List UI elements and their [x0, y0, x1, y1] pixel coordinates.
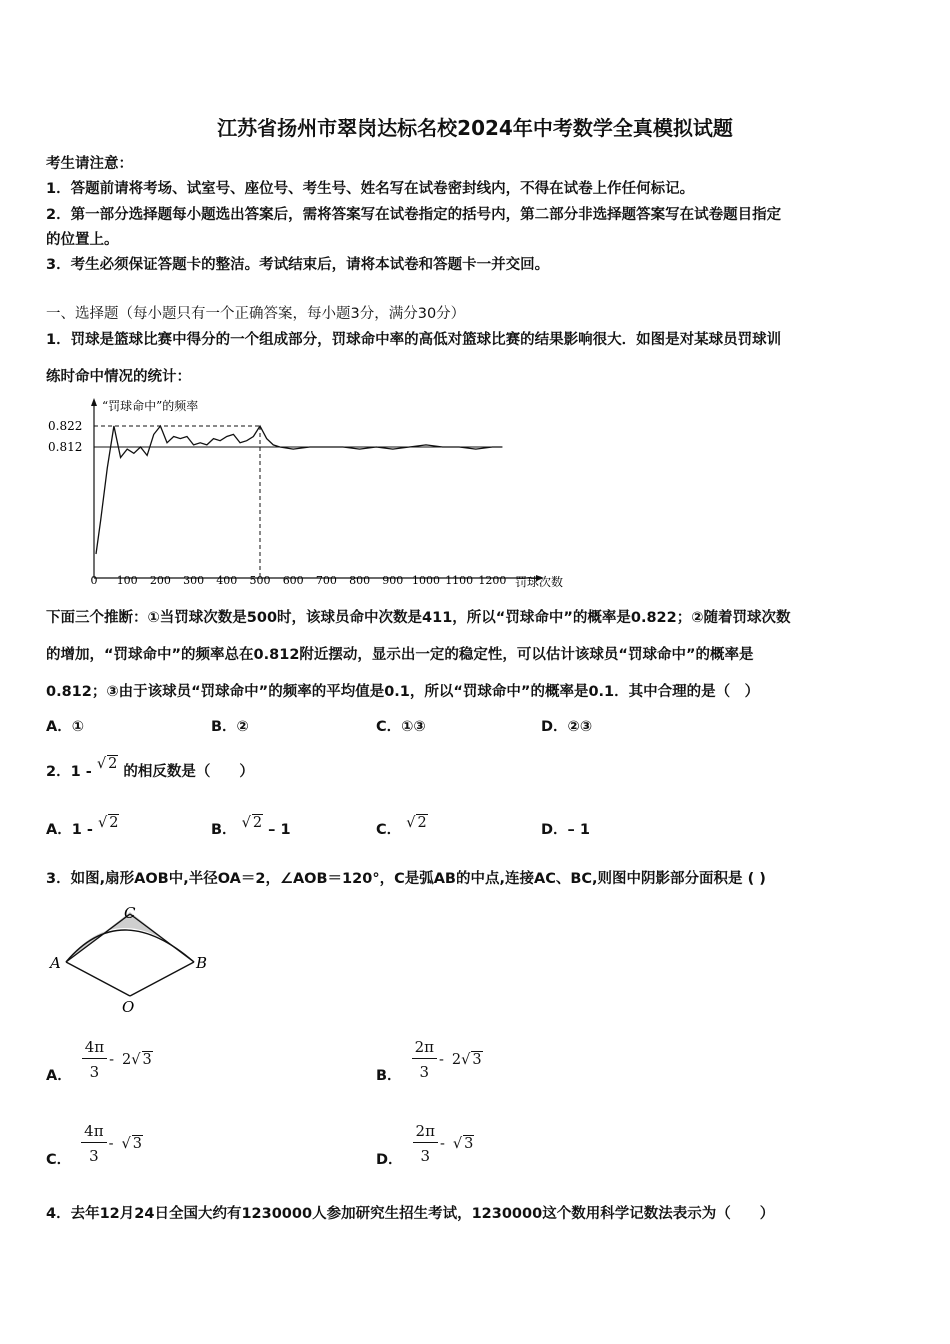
- q3-option-c-label: C．: [46, 1152, 72, 1168]
- q3-option-b-label: B．: [376, 1068, 402, 1084]
- y-axis-label: “罚球命中”的频率: [102, 399, 199, 413]
- q3-option-b[interactable]: B． $\frac{2\pi}{3}$ - 2 √ 3: [376, 1038, 482, 1084]
- q3-option-c[interactable]: C． $\frac{4\pi}{3}$ - √ 3: [46, 1122, 142, 1168]
- label-o: O: [122, 998, 135, 1016]
- x-tick-label: 200: [149, 574, 171, 587]
- notice-item-1: 1．答题前请将考场、试室号、座位号、考生号、姓名写在试卷密封线内，不得在试卷上作任何标记。: [46, 181, 695, 197]
- x-axis-label: 罚球次数: [515, 575, 564, 589]
- sqrt-2: √ 2: [96, 756, 118, 772]
- x-tick-label: 100: [116, 574, 138, 587]
- q2-stem: [46, 756, 254, 781]
- q2-option-b-post: – 1: [268, 822, 291, 838]
- segment-bc: [130, 914, 194, 962]
- segment-bo: [130, 962, 194, 996]
- y-tick-label: 0.812: [48, 440, 83, 454]
- x-tick-label: 1200: [478, 574, 507, 587]
- sqrt-2: √ 2: [241, 815, 263, 831]
- q1-option-d[interactable]: D．②③: [541, 719, 593, 735]
- q2-stem-pre: 2．1 -: [46, 764, 92, 780]
- q3-option-d[interactable]: D． $\frac{2\pi}{3}$ - √ 3: [376, 1122, 474, 1168]
- x-tick-label: 900: [382, 574, 404, 587]
- label-a: A: [50, 954, 61, 972]
- x-tick-label: 0: [90, 574, 98, 587]
- q1-stem-line1: 1．罚球是篮球比赛中得分的一个组成部分，罚球命中率的高低对篮球比赛的结果影响很大．如图是对某球员罚球训: [46, 332, 782, 348]
- q4-stem: 4．去年12月24日全国大约有1230000人参加研究生招生考试，1230000这个数用科学记数法表示为（ ）: [46, 1206, 775, 1222]
- q1-body-line3: 0.812；③由于该球员“罚球命中”的频率的平均值是0.1，所以“罚球命中”的概率是0.1．其中合理的是（ ）: [46, 684, 760, 700]
- q2-stem-post: 的相反数是（ ）: [123, 764, 254, 780]
- frequency-series-line: [96, 426, 502, 554]
- section-heading: 一、选择题（每小题只有一个正确答案，每小题3分，满分30分）: [46, 306, 466, 322]
- x-tick-label: 400: [216, 574, 238, 587]
- q2-option-c[interactable]: [376, 815, 428, 839]
- q3-option-d-label: D．: [376, 1152, 403, 1168]
- label-c: C: [124, 904, 136, 922]
- x-tick-label: 600: [282, 574, 304, 587]
- q3-option-a[interactable]: A． $\frac{4\pi}{3}$ - 2 √ 3: [46, 1038, 152, 1084]
- q2-option-b[interactable]: [211, 815, 291, 839]
- segment-ac: [66, 914, 130, 962]
- notice-item-2-cont: 的位置上。: [46, 232, 119, 248]
- x-tick-label: 700: [315, 574, 337, 587]
- q1-option-a[interactable]: A．①: [46, 719, 84, 735]
- x-tick-label: 300: [183, 574, 205, 587]
- fraction: $\frac{4\pi}{3}$: [82, 1038, 107, 1081]
- q2-option-c-label: C．: [376, 822, 402, 838]
- x-tick-label: 500: [249, 574, 271, 587]
- q1-option-b[interactable]: B．②: [211, 719, 249, 735]
- x-tick-label: 800: [349, 574, 371, 587]
- q2-option-d[interactable]: D．– 1: [541, 822, 590, 838]
- sqrt-3: √ 3: [461, 1052, 482, 1068]
- q3-stem: 3．如图,扇形AOB中,半径OA＝2，∠AOB＝120°，C是弧AB的中点,连接AC、BC,则图中阴影部分面积是 ( ): [46, 871, 766, 887]
- q1-body-line2: 的增加，“罚球命中”的频率总在0.812附近摆动，显示出一定的稳定性，可以估计该球员“罚球命中”的概率是: [46, 647, 754, 663]
- fraction: $\frac{2\pi}{3}$: [413, 1122, 438, 1165]
- segment-ao: [66, 962, 130, 996]
- q3-option-a-label: A．: [46, 1068, 72, 1084]
- q1-stem-line2: 练时命中情况的统计：: [46, 369, 191, 385]
- q2-option-a-label: A．1 -: [46, 822, 93, 838]
- free-throw-chart: [40, 392, 600, 597]
- notice-item-2: 2．第一部分选择题每小题选出答案后，需将答案写在试卷指定的括号内，第二部分非选择题答案写在试卷题目指定: [46, 207, 782, 223]
- sqrt-3: √ 3: [452, 1136, 474, 1152]
- q2-option-a[interactable]: [46, 815, 119, 839]
- fraction: $\frac{4\pi}{3}$: [81, 1122, 106, 1165]
- q1-body-line1: 下面三个推断：①当罚球次数是500时，该球员命中次数是411，所以“罚球命中”的概率是0.822；②随着罚球次数: [46, 610, 791, 626]
- x-tick-label: 1000: [412, 574, 440, 587]
- sqrt-3: √ 3: [121, 1136, 142, 1152]
- y-tick-label: 0.822: [48, 419, 83, 433]
- notice-item-3: 3．考生必须保证答题卡的整洁。考试结束后，请将本试卷和答题卡一并交回。: [46, 257, 550, 273]
- sqrt-3: √ 3: [131, 1052, 152, 1068]
- sqrt-2: √ 2: [406, 815, 427, 831]
- fraction: $\frac{2\pi}{3}$: [412, 1038, 437, 1081]
- q2-option-b-label: B．: [211, 822, 237, 838]
- label-b: B: [196, 954, 208, 972]
- notice-heading: 考生请注意：: [46, 156, 133, 172]
- y-axis-arrow: [91, 398, 97, 406]
- x-tick-label: 1100: [445, 574, 474, 587]
- sqrt-2: √ 2: [97, 815, 119, 831]
- page-title: 江苏省扬州市翠岗达标名校2024年中考数学全真模拟试题: [217, 116, 733, 140]
- q1-option-c[interactable]: C．①③: [376, 719, 426, 735]
- sector-figure: [44, 904, 214, 1019]
